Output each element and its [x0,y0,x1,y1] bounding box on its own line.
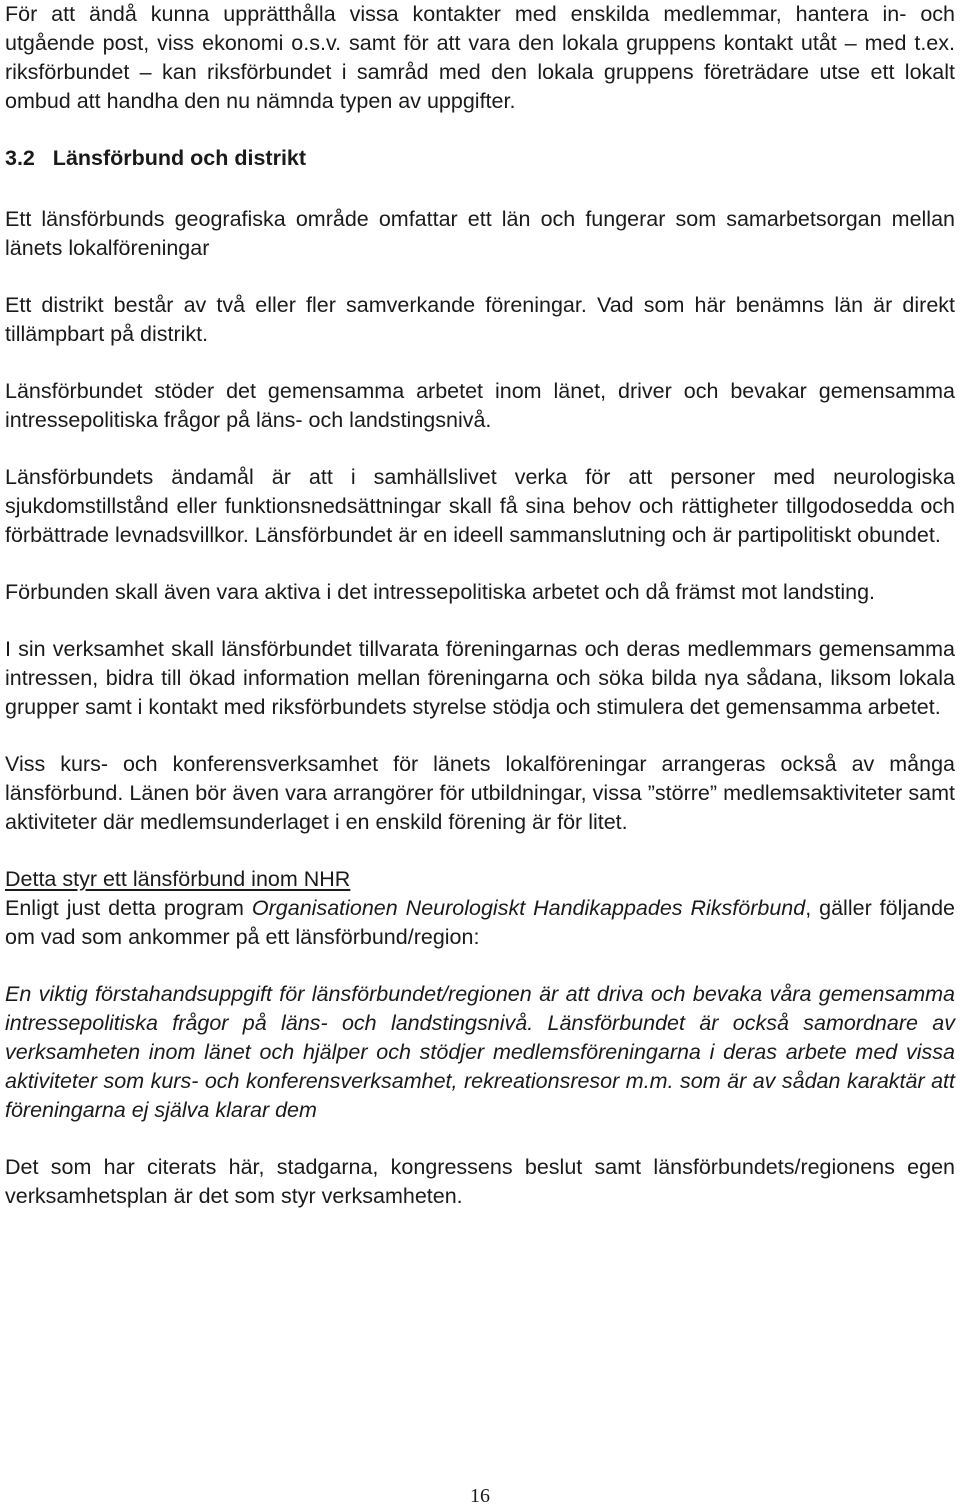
page-number: 16 [470,1485,490,1507]
paragraph-program [5,894,955,952]
paragraph-andamal: Länsförbundets ändamål är att i samhällslivet verka för att personer med neurologiska sjukdomstillstånd eller funktionsnedsättningar skall få sina behov och rättigheter tillgodosedda och förbättrade levnadsvillkor. Länsförbundet är en ideell sammanslutning och är partipolitiskt obundet. [5,465,955,547]
subheading-nhr: Detta styr ett länsförbund inom NHR [5,867,351,891]
paragraph-lansforbund-area: Ett länsförbunds geografiska område omfattar ett län och fungerar som samarbetsorgan mellan länets lokalföreningar [5,207,955,260]
paragraph-intressepolitik: Förbunden skall även vara aktiva i det intressepolitiska arbetet och då främst mot landsting. [5,580,876,604]
intro-paragraph: För att ändå kunna upprätthålla vissa kontakter med enskilda medlemmar, hantera in- och utgående post, viss ekonomi o.s.v. samt för att vara den lokala gruppens kontakt utåt – med t.ex. riksförbundet – kan riksförbundet i samråd med den lokala gruppens företrädare utse ett lokalt ombud att handha den nu nämnda typen av uppgifter. [5,2,955,113]
paragraph-styr: Det som har citerats här, stadgarna, kongressens beslut samt länsförbundets/regionens egen verksamhetsplan är det som styr verksamheten. [5,1155,955,1208]
program-text-before: Enligt just detta program [5,896,252,920]
paragraph-distrikt: Ett distrikt består av två eller fler samverkande föreningar. Vad som här benämns län är direkt tillämpbart på distrikt. [5,293,955,346]
program-title: Organisationen Neurologiskt Handikappades Riksförbund [251,896,806,920]
paragraph-stod: Länsförbundet stöder det gemensamma arbetet inom länet, driver och bevakar gemensamma intressepolitiska frågor på läns- och landstingsnivå. [5,379,955,432]
document-body [5,0,955,1211]
paragraph-kurser: Viss kurs- och konferensverksamhet för länets lokalföreningar arrangeras också av många länsförbund. Länen bör även vara arrangörer för utbildningar, vissa ”större” medlemsaktiviteter samt aktiviteter där medlemsunderlaget i en enskild förening är för litet. [5,752,955,834]
program-text-after: , gäller följande om vad som ankommer på ett länsförbund/region: [5,896,955,949]
paragraph-verksamhet: I sin verksamhet skall länsförbundet tillvarata föreningarnas och deras medlemmars gemensamma intressen, bidra till ökad information mellan föreningarna och söka bilda nya sådana, liksom lokala grupper samt i kontakt med riksförbundets styrelse stödja och stimulera det gemensamma arbetet. [5,637,955,719]
quote-paragraph: En viktig förstahandsuppgift för länsförbundet/regionen är att driva och bevaka våra gemensamma intressepolitiska frågor på läns- och landstingsnivå. Länsförbundet är också samordnare av verksamheten inom länet och hjälper och stödjer medlemsföreningarna i deras arbete med vissa aktiviteter som kurs- och konferensverksamhet, rekreationsresor m.m. som är av sådan karaktär att föreningarna ej själva klarar dem [5,982,955,1122]
section-heading: 3.2 Länsförbund och distrikt [5,146,307,170]
